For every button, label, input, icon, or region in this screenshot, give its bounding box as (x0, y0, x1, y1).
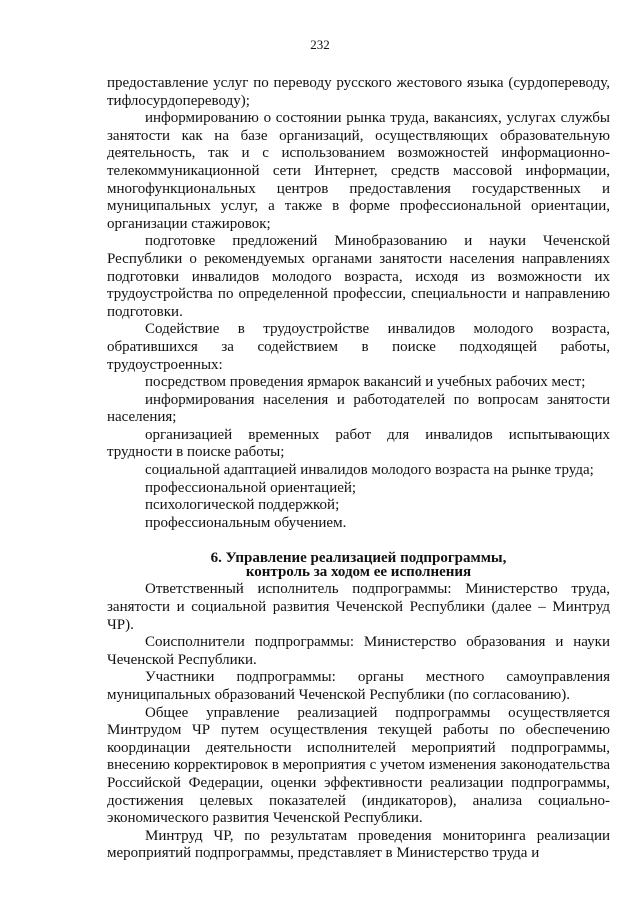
paragraphs-after-heading (107, 581, 610, 863)
paragraph: подготовке предложений Минобразованию и науки Чеченской Республики о рекомендуемых органами занятости населения направлениях подготовки инвалидов молодого возраста, исходя из возможности их трудоустройства по определенной профессии, специальности и направлению подготовки. (107, 233, 610, 320)
paragraph: Ответственный исполнитель подпрограммы: Министерство труда, занятости и социальной развития Чеченской Республики (далее – Минтруд ЧР). (107, 581, 610, 633)
paragraphs-before-heading (107, 75, 610, 532)
paragraph: Соисполнители подпрограммы: Министерство образования и науки Чеченской Республики. (107, 634, 610, 668)
section-heading-line-2: контроль за ходом ее исполнения (245, 564, 472, 581)
paragraph: Участники подпрограммы: органы местного самоуправления муниципальных образований Чеченской Республики (по согласованию). (107, 669, 610, 703)
paragraph: социальной адаптацией инвалидов молодого возраста на рынке труда; (145, 462, 594, 479)
document-body (107, 75, 610, 863)
paragraph: Содействие в трудоустройстве инвалидов молодого возраста, обратившихся за содействием в поиске подходящей работы, трудоустроенных: (107, 321, 610, 373)
paragraph: информированию о состоянии рынка труда, вакансиях, услугах службы занятости как на базе организаций, осуществляющих образовательную деятельность, так и с использованием возможностей информационно-телекоммуникационной сети Интернет, средств массовой информации, многофункциональных центров предоставления государственных и муниципальных услуг, а также в форме профессиональной ориентации, организации стажировок; (107, 110, 610, 232)
paragraph: организацией временных работ для инвалидов испытывающих трудности в поиске работы; (107, 426, 610, 461)
paragraph: информирования населения и работодателей по вопросам занятости населения; (107, 391, 610, 426)
paragraph: Минтруд ЧР, по результатам проведения мониторинга реализации мероприятий подпрограммы, представляет в Министерство труда и (107, 827, 610, 862)
paragraph: предоставление услуг по переводу русского жестового языка (сурдопереводу, тифлосурдопереводу); (107, 75, 610, 109)
paragraph: Общее управление реализацией подпрограммы осуществляется Минтрудом ЧР путем осуществления текущей работы по обеспечению координации деятельности исполнителей мероприятий подпрограммы, внесению корректировок в мероприятия с учетом изменения законодательства Российской Федерации, оценки эффективности реализации подпрограммы, достижения целевых показателей (индикаторов), анализа социально-экономического развития Чеченской Республики. (107, 704, 610, 827)
paragraph: профессиональной ориентацией; (145, 479, 357, 496)
paragraph: психологической поддержкой; (145, 497, 340, 514)
page-number: 232 (310, 37, 330, 52)
section-heading-line-1: 6. Управление реализацией подпрограммы, (210, 550, 507, 567)
paragraph: посредством проведения ярмарок вакансий и учебных рабочих мест; (145, 374, 586, 391)
paragraph: профессиональным обучением. (145, 514, 347, 531)
section-heading (107, 551, 610, 579)
